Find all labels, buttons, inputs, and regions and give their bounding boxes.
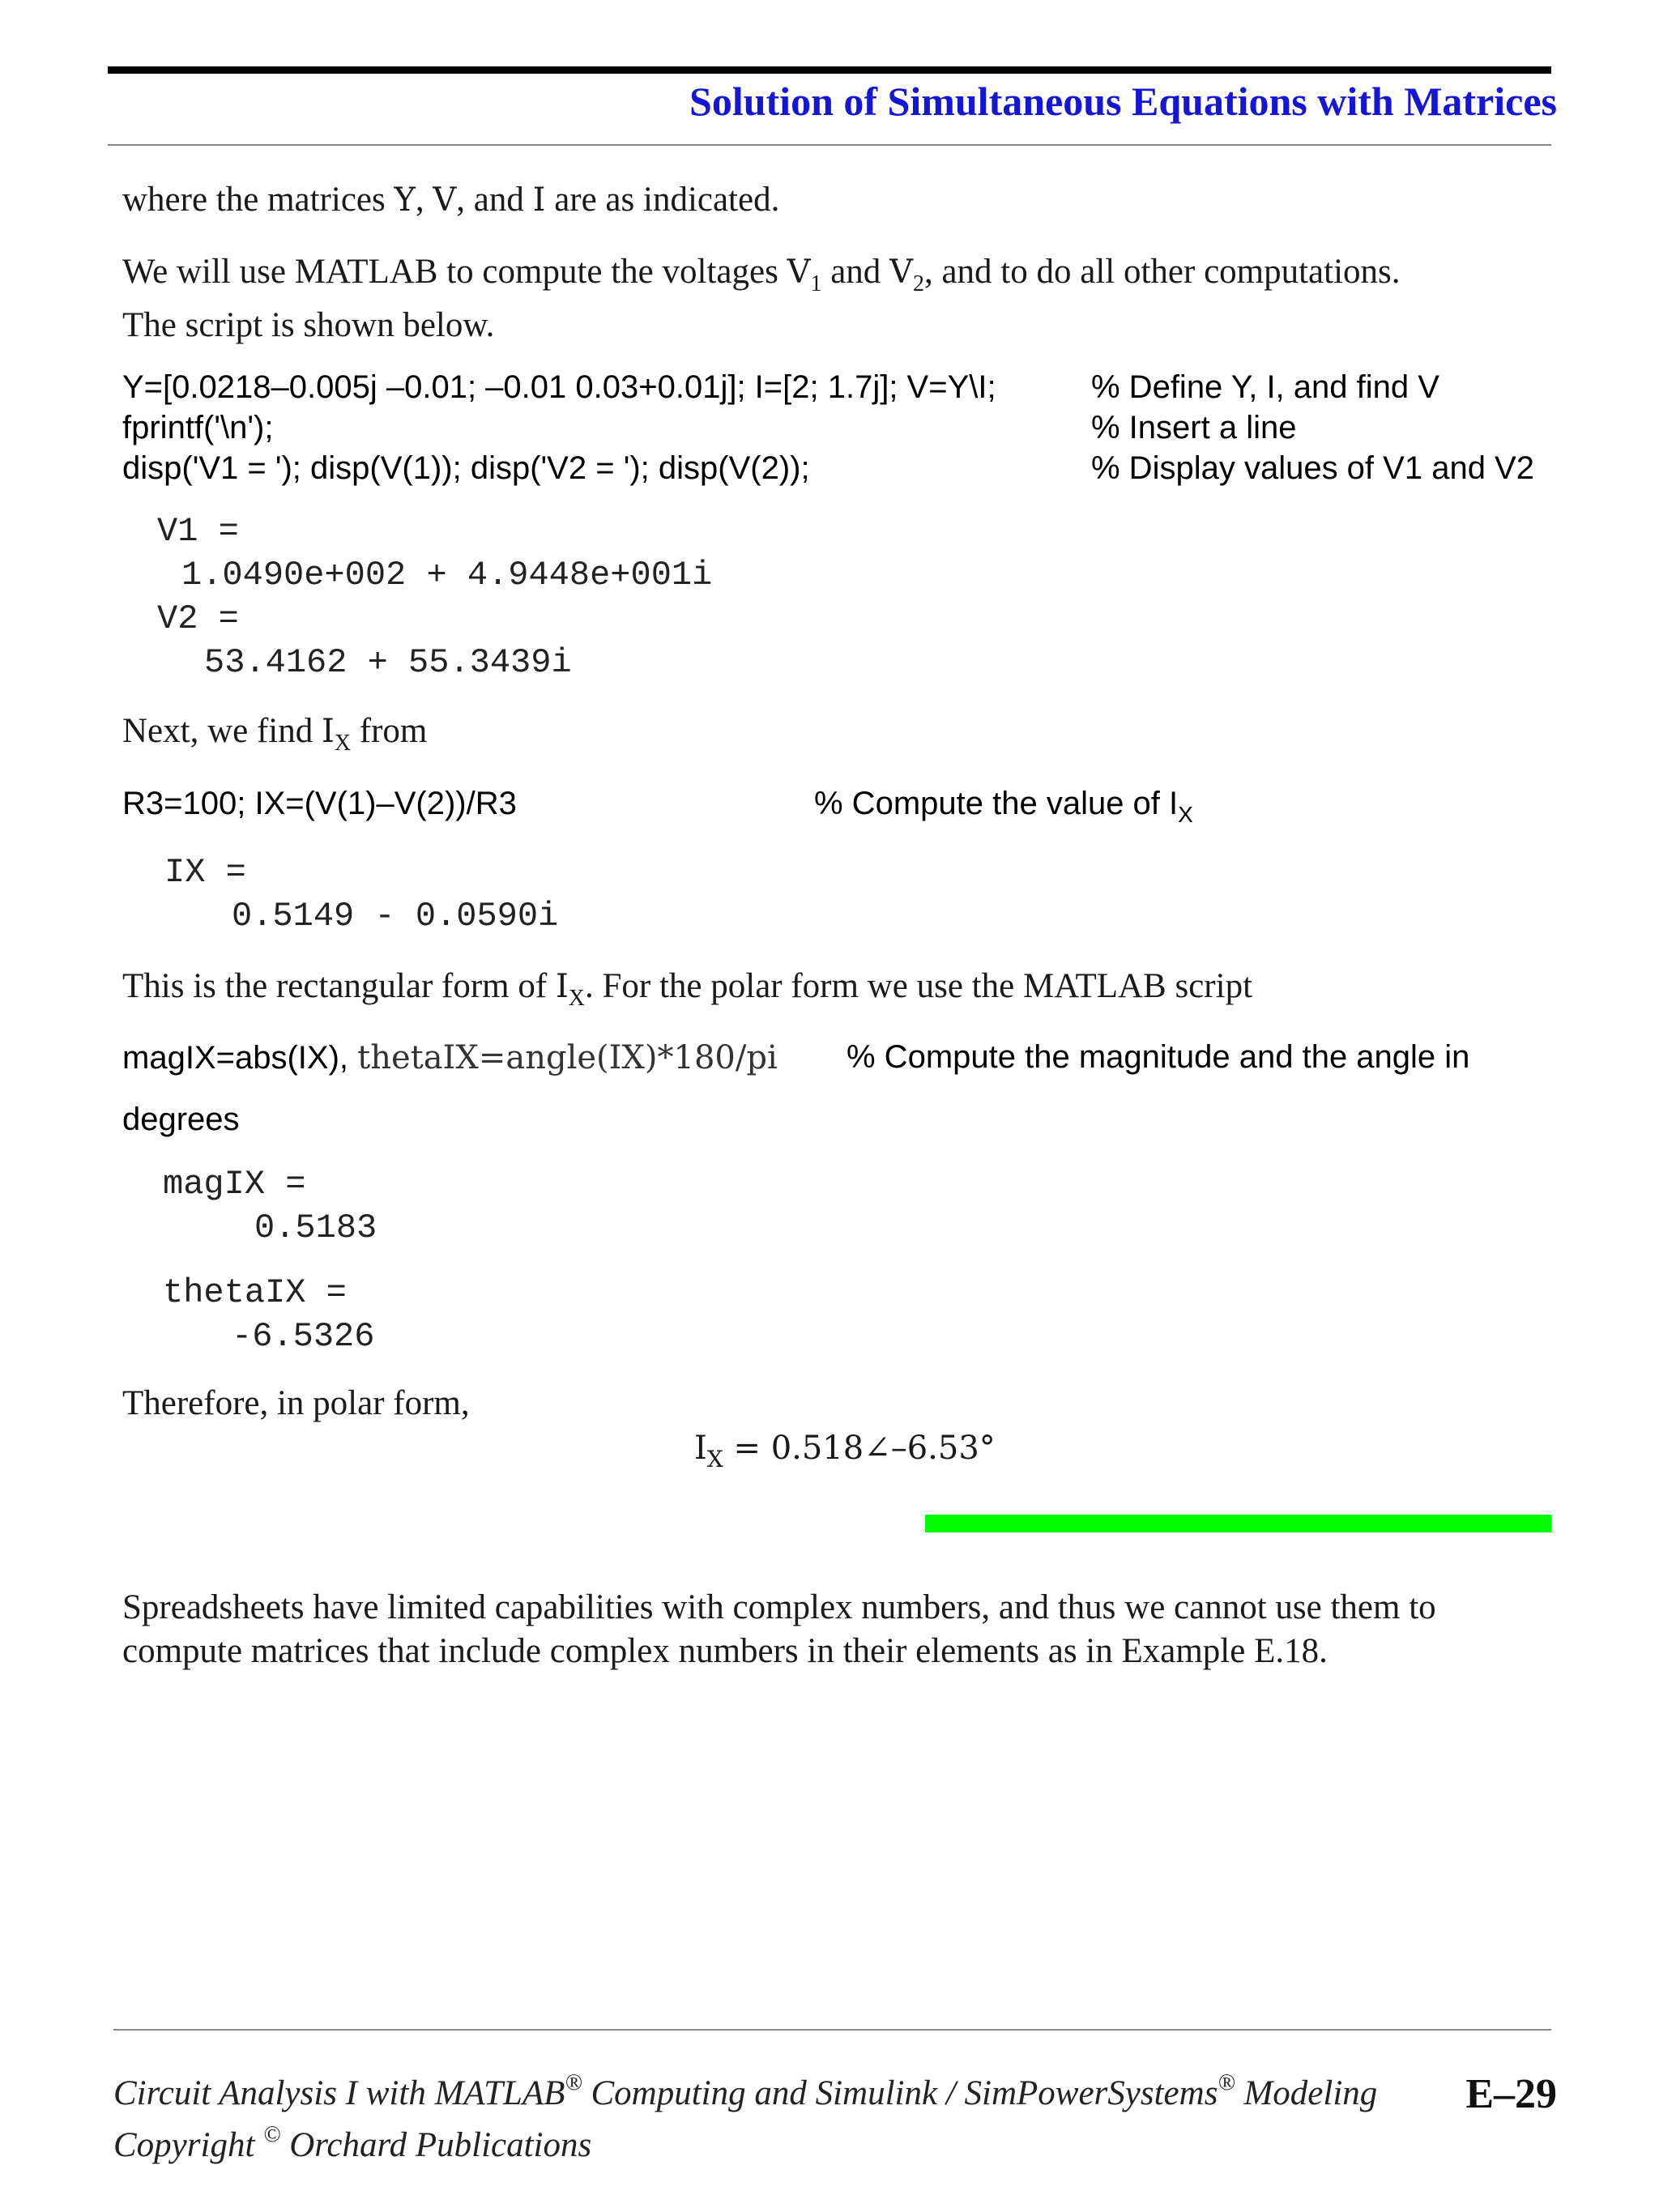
output-line: magIX = [163,1165,306,1204]
paragraph-find-ix: Next, we find $I_X$ from [122,712,428,756]
paragraph-matlab-intro: We will use MATLAB to compute the voltages $V_1$ and $V_2$, and to do all other computations. [122,253,1401,296]
page-number: E–29 [1465,2071,1557,2117]
header-rule [108,66,1551,74]
code-line: fprintf('\n'); [122,410,274,445]
code-comment: % Insert a line [1091,410,1297,445]
paragraph-polar-form: Therefore, in polar form, [122,1384,470,1422]
code-comment: % Display values of V1 and V2 [1091,450,1534,486]
code-comment: degrees [122,1102,240,1137]
output-line: -6.5326 [232,1317,375,1356]
output-line: 53.4162 + 55.3439i [204,643,572,682]
output-line: 0.5149 - 0.0590i [232,897,559,936]
footer-book-title: Circuit Analysis I with MATLAB® Computing and Simulink / SimPowerSystems® Modeling [113,2070,1378,2112]
code-comment: % Define Y, I, and find V [1091,369,1439,405]
code-comment: % Compute the value of $I_X$ [814,786,1193,827]
output-line: 1.0490e+002 + 4.9448e+001i [181,556,713,595]
code-line: magIX=abs(IX), thetaIX=angle(IX)*180/pi [122,1039,778,1076]
output-line: IX = [164,853,246,892]
page-title: Solution of Simultaneous Equations with Matrices [689,79,1557,124]
paragraph-spreadsheets: Spreadsheets have limited capabilities with complex numbers, and thus we cannot use them to compute matrices that include complex numbers in their elements as in Example E.18. [122,1588,1436,1670]
code-line: Y=[0.0218–0.005j –0.01; –0.01 0.03+0.01j]; I=[2; 1.7j]; V=Y\I; [122,369,996,405]
output-line: V2 = [157,599,239,638]
footer-divider [113,2029,1551,2031]
equation-ix-polar: $I_X$ = 0.518∠–6.53° [694,1430,996,1473]
header-divider [108,144,1551,146]
paragraph-rectangular-form: This is the rectangular form of $I_X$. For the polar form we use the MATLAB script [122,967,1253,1011]
paragraph-script-shown: The script is shown below. [122,306,495,344]
footer-copyright: Copyright © Orchard Publications [113,2122,592,2164]
output-line: thetaIX = [163,1273,347,1312]
output-line: V1 = [157,512,239,551]
highlight-bar [925,1515,1551,1532]
output-line: 0.5183 [254,1208,377,1247]
paragraph-matrices: where the matrices Y, V, and I are as indicated. [122,181,780,219]
code-line: disp('V1 = '); disp(V(1)); disp('V2 = '); disp(V(2)); [122,450,810,486]
code-comment: % Compute the magnitude and the angle in [847,1039,1470,1075]
code-line: R3=100; IX=(V(1)–V(2))/R3 [122,786,517,821]
